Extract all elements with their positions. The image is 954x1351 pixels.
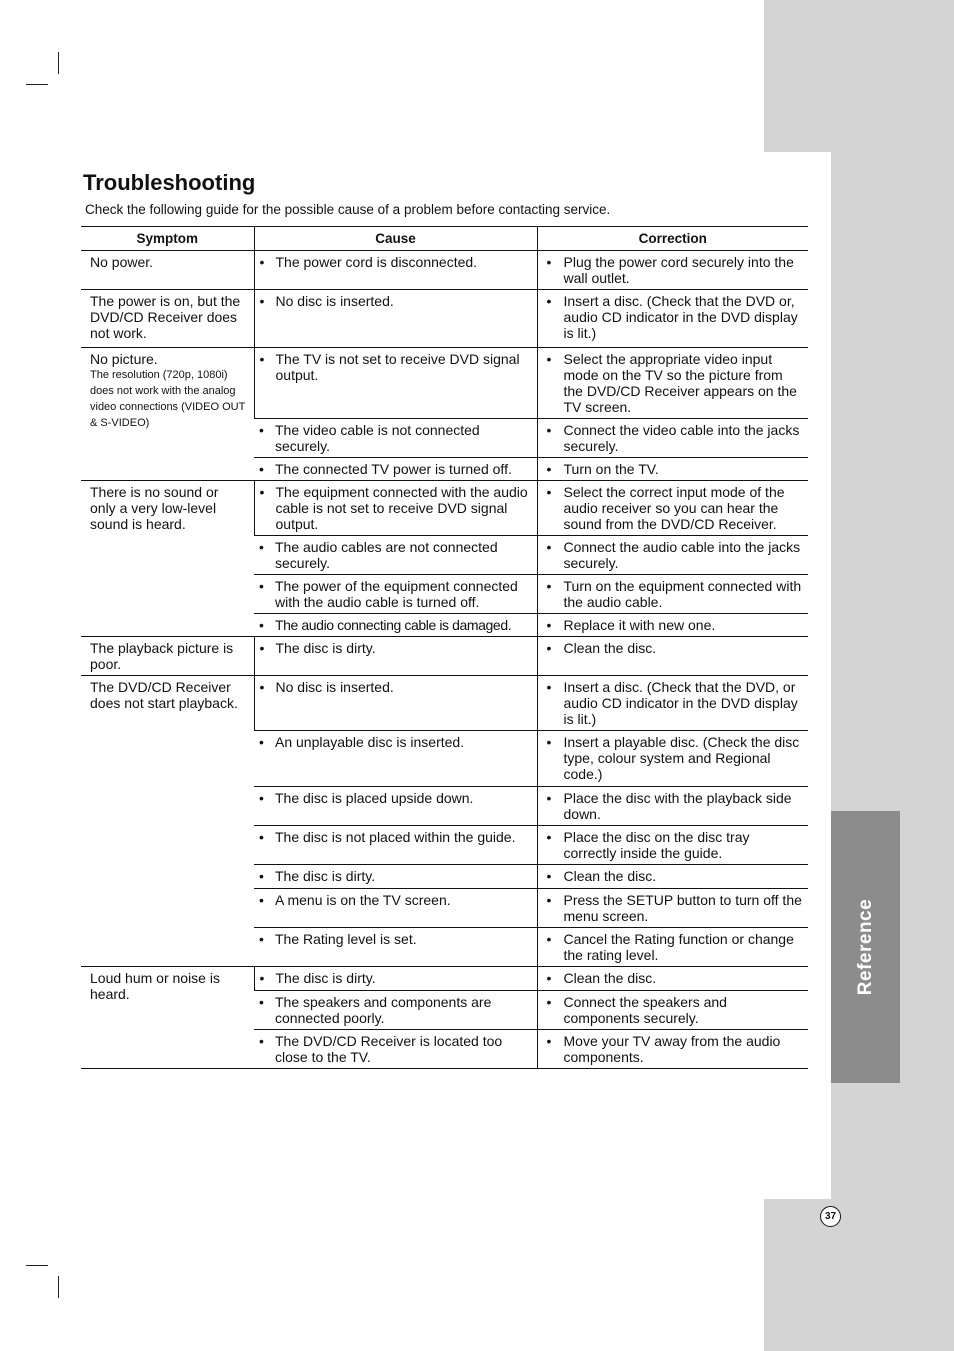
cause-cell [254,419,537,458]
troubleshooting-table [81,226,808,1069]
correction-text: Clean the disc. [563,970,657,986]
bullet-icon: • [259,931,264,947]
bullet-icon: • [546,734,552,750]
bullet-icon: • [546,790,552,806]
bullet-icon: • [546,578,552,594]
correction-text: Cancel the Rating function or change the rating level. [563,931,794,963]
correction-text: Clean the disc. [563,868,657,884]
correction-cell [537,928,808,967]
header-symptom: Symptom [81,227,254,251]
symptom-note: The resolution (720p, 1080i) does not work with the analog video connections (VIDEO OUT & S-VIDEO) [90,369,246,429]
bullet-icon: • [259,484,265,500]
symptom-text: No power. [90,254,154,270]
correction-text: Select the correct input mode of the audio receiver so you can hear the sound from the DVD/CD Receiver. [563,484,785,532]
cause-cell [254,731,537,787]
cause-cell [254,1030,537,1069]
correction-text: Connect the video cable into the jacks securely. [563,422,800,454]
symptom-cell [81,481,254,637]
cause-cell [254,348,537,419]
cause-cell [254,481,537,536]
cause-text: The connected TV power is turned off. [275,461,512,477]
bullet-icon: • [259,994,264,1010]
symptom-cell [81,676,254,967]
bullet-icon: • [546,868,552,884]
cause-text: The video cable is not connected securely. [275,422,480,454]
symptom-cell [81,251,254,290]
cause-cell [254,889,537,928]
correction-text: Connect the audio cable into the jacks securely. [563,539,801,571]
symptom-text: The playback picture is poor. [90,640,234,672]
crop-mark-top-h [26,84,48,85]
correction-cell [537,251,808,290]
bullet-icon: • [546,461,552,477]
correction-text: Press the SETUP button to turn off the menu screen. [563,892,802,924]
cause-cell [254,676,537,731]
symptom-cell [81,348,254,481]
bullet-icon: • [259,829,264,845]
page-title: Troubleshooting [83,170,256,195]
cause-text: A menu is on the TV screen. [275,892,451,908]
symptom-text: The DVD/CD Receiver does not start playback. [90,679,238,711]
cause-cell [254,928,537,967]
bullet-icon: • [546,539,552,555]
table-row [81,637,808,676]
correction-cell [537,290,808,348]
bullet-icon: • [259,790,264,806]
table-header-row [81,227,808,251]
correction-text: Clean the disc. [563,640,657,656]
correction-cell [537,575,808,614]
cause-cell [254,575,537,614]
cause-text: The power of the equipment connected with the audio cable is turned off. [275,578,518,610]
table-row [81,481,808,536]
bullet-icon: • [259,293,265,309]
cause-cell [254,290,537,348]
bullet-icon: • [259,539,264,555]
bullet-icon: • [546,640,552,656]
cause-text: The power cord is disconnected. [275,254,478,270]
bullet-icon: • [259,617,264,633]
correction-cell [537,348,808,419]
bullet-icon: • [259,640,265,656]
bullet-icon: • [546,1033,552,1049]
cause-text: The disc is placed upside down. [275,790,474,806]
correction-cell [537,787,808,826]
correction-cell [537,731,808,787]
correction-text: Insert a disc. (Check that the DVD, or audio CD indicator in the DVD display is lit.) [563,679,798,727]
symptom-text: Loud hum or noise is heard. [90,970,220,1002]
correction-cell [537,614,808,637]
bullet-icon: • [546,351,552,367]
cause-text: The equipment connected with the audio cable is not set to receive DVD signal output. [275,484,528,532]
correction-cell [537,637,808,676]
crop-mark-bottom-v [58,1276,59,1298]
cause-cell [254,536,537,575]
cause-cell [254,458,537,481]
cause-text: An unplayable disc is inserted. [275,734,465,750]
correction-text: Connect the speakers and components securely. [563,994,727,1026]
bullet-icon: • [546,422,552,438]
bullet-icon: • [259,892,264,908]
bullet-icon: • [259,422,264,438]
correction-cell [537,826,808,865]
correction-cell [537,419,808,458]
bullet-icon: • [259,578,264,594]
correction-text: Select the appropriate video input mode on the TV so the picture from the DVD/CD Receiver appears on the TV screen. [563,351,797,415]
page-number: 37 [820,1206,841,1227]
correction-text: Place the disc with the playback side down. [563,790,792,822]
cause-cell [254,967,537,991]
cause-text: The audio connecting cable is damaged. [275,617,512,633]
cause-cell [254,787,537,826]
crop-mark-top-v [58,52,59,74]
cause-cell [254,826,537,865]
bullet-icon: • [546,931,552,947]
cause-text: No disc is inserted. [275,679,394,695]
correction-text: Insert a playable disc. (Check the disc type, colour system and Regional code.) [563,734,800,782]
header-correction: Correction [537,227,808,251]
symptom-text: There is no sound or only a very low-level sound is heard. [90,484,219,532]
table-row [81,967,808,991]
cause-cell [254,991,537,1030]
reference-tab-label: Reference [855,898,876,996]
bullet-icon: • [259,679,265,695]
cause-text: The audio cables are not connected securely. [275,539,498,571]
bullet-icon: • [259,1033,264,1049]
correction-text: Place the disc on the disc tray correctly inside the guide. [563,829,750,861]
correction-cell [537,536,808,575]
correction-text: Plug the power cord securely into the wall outlet. [563,254,794,286]
correction-text: Move your TV away from the audio components. [563,1033,781,1065]
bullet-icon: • [259,461,264,477]
symptom-cell [81,967,254,1069]
symptom-cell [81,637,254,676]
cause-text: The DVD/CD Receiver is located too close to the TV. [275,1033,503,1065]
correction-text: Turn on the TV. [563,461,659,477]
bullet-icon: • [546,994,552,1010]
intro-text: Check the following guide for the possible cause of a problem before contacting service. [85,202,611,217]
bullet-icon: • [259,734,264,750]
correction-cell [537,481,808,536]
bullet-icon: • [259,351,265,367]
table-row [81,676,808,731]
correction-text: Turn on the equipment connected with the audio cable. [563,578,802,610]
bullet-icon: • [546,254,552,270]
cause-cell [254,637,537,676]
bullet-icon: • [259,868,264,884]
bullet-icon: • [546,970,552,986]
crop-mark-bottom-h [26,1265,48,1266]
symptom-text: No picture. [90,351,158,367]
correction-cell [537,889,808,928]
correction-cell [537,458,808,481]
bullet-icon: • [546,484,552,500]
table-row [81,348,808,419]
table-row [81,251,808,290]
cause-text: The TV is not set to receive DVD signal output. [275,351,520,383]
cause-cell [254,251,537,290]
bullet-icon: • [546,293,552,309]
correction-cell [537,865,808,889]
cause-text: The disc is dirty. [275,868,376,884]
side-margin-bottom [764,1199,954,1351]
bullet-icon: • [259,970,265,986]
side-margin-top [764,0,954,152]
cause-text: The Rating level is set. [275,931,417,947]
symptom-text: The power is on, but the DVD/CD Receiver does not work. [90,293,241,341]
table-row [81,290,808,348]
symptom-cell [81,290,254,348]
correction-cell [537,1030,808,1069]
cause-text: No disc is inserted. [275,293,394,309]
correction-text: Insert a disc. (Check that the DVD or, audio CD indicator in the DVD display is lit.) [563,293,798,341]
header-cause: Cause [254,227,537,251]
cause-cell [254,865,537,889]
cause-cell [254,614,537,637]
correction-cell [537,991,808,1030]
cause-text: The disc is not placed within the guide. [275,829,516,845]
bullet-icon: • [546,829,552,845]
bullet-icon: • [546,892,552,908]
bullet-icon: • [546,617,552,633]
cause-text: The disc is dirty. [275,970,376,986]
cause-text: The disc is dirty. [275,640,376,656]
correction-cell [537,967,808,991]
correction-cell [537,676,808,731]
cause-text: The speakers and components are connected poorly. [275,994,492,1026]
bullet-icon: • [259,254,265,270]
correction-text: Replace it with new one. [563,617,716,633]
bullet-icon: • [546,679,552,695]
